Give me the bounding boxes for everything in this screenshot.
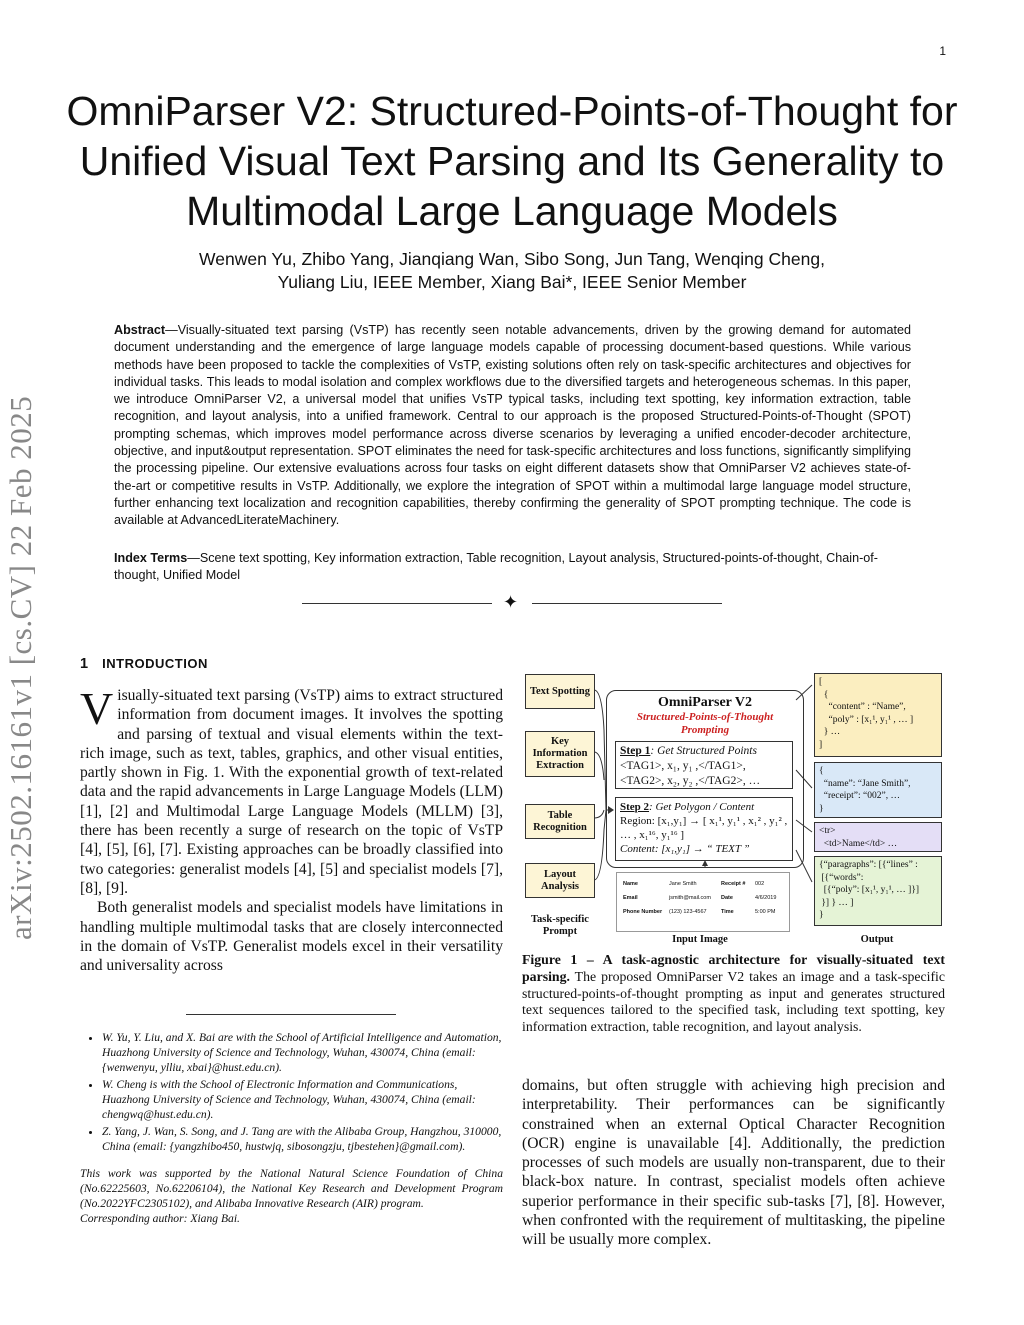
omniparser-model-box bbox=[606, 690, 804, 868]
input-image-thumbnail bbox=[616, 872, 790, 932]
input-cell: Receipt # bbox=[721, 881, 746, 887]
model-title: OmniParser V2 bbox=[658, 695, 752, 710]
step-2-content: Content: [x₁,y₁] → “ TEXT ” bbox=[620, 843, 750, 855]
prompt-text-spotting: Text Spotting bbox=[525, 674, 595, 709]
abstract-text: —Visually-situated text parsing (VsTP) has recently seen notable advancements, driven by the growing demand for automated document understanding and the emergence of large language models capable of processing document-based questions. While various methods have been proposed to tackle the complexities of VsTP, existing solutions often rely on task-specific architectures and objectives for individual tasks. This leads to modal isolation and complex workflows due to the diversified targets and heterogeneous schemas. In this paper, we introduce OmniParser V2, a universal model that unifies VsTP typical tasks, including text spotting, key information extraction, table recognition, and layout analysis, into a unified framework. Central to our approach is the proposed Structured-Points-of-Thought (SPOT) prompting schemas, which improves model performance across diverse scenarios by leveraging a unified encoder-decoder architecture, objective, and input&output representation. SPOT eliminates the need for task-specific architectures and loss functions, significantly simplifying the processing pipeline. Our extensive evaluations across four tasks on eight different datasets show that OmniParser V2 achieves state-of-the-art or competitive results in VsTP. Additionally, we explore the integration of SPOT within a multimodal large language model structure, further enhancing text localization and recognition capabilities, thereby confirming the generality of SPOT prompting technique. The code is available at AdvancedLiterateMachinery. bbox=[114, 323, 911, 528]
diamond-star-icon: ✦ bbox=[503, 592, 519, 612]
drop-cap: V bbox=[80, 683, 114, 734]
caption-label: Figure 1 – A task-agnostic architecture for visually-situated text parsing. bbox=[522, 952, 945, 984]
input-image-label: Input Image bbox=[672, 934, 728, 945]
input-cell: (123) 123-4567 bbox=[669, 909, 707, 915]
step-2-region: Region: [x₁,y₁] → [ x₁¹, y₁¹ , x₁² , y₁² , … , x₁¹⁶, y₁¹⁶ ] bbox=[620, 815, 788, 841]
index-terms-label: Index Terms bbox=[114, 551, 188, 565]
index-terms-text: —Scene text spotting, Key information extraction, Table recognition, Layout analysis, Structured-points-of-thought, Chain-of-thought, Unified Model bbox=[114, 551, 878, 583]
intro-left-column bbox=[80, 683, 503, 975]
section-number: 1 bbox=[80, 656, 89, 672]
input-cell: 5:00 PM bbox=[755, 909, 776, 915]
footnote-affiliation-3: • Z. Yang, J. Wan, S. Song, and J. Tang are with the Alibaba Group, Hangzhou, 310000, China (email: {yangzhibo450, hustwjq, sibosongzju, tjbestehen}@gmail.com). bbox=[102, 1124, 503, 1154]
authors-line-1: Wenwen Yu, Zhibo Yang, Jianqiang Wan, Sibo Song, Jun Tang, Wenqing Cheng, bbox=[199, 249, 825, 269]
abstract-label: Abstract bbox=[114, 323, 166, 337]
page-number: 1 bbox=[939, 44, 946, 58]
input-cell: Time bbox=[721, 909, 734, 915]
figure-caption bbox=[522, 952, 945, 1036]
input-cell: Name bbox=[623, 881, 638, 887]
output-label: Output bbox=[860, 934, 894, 945]
step-2-head: Step 2 bbox=[620, 801, 650, 813]
intro-paragraph-1-text: isually-situated text parsing (VsTP) aims to extract structured information from document images. It involves the spotting and parsing of textual and visual elements within the text-rich image, such as text, tables, graphics, and other visual entities, partly shown in Fig. 1. With the exponential growth of text-related data and the rapid advancements in Large Language Models (LLM) [1], [2] and Multimodal Large Language Models (MLLM) [3], there has been recently a surge of research on the topic of VsTP [4], [5], [6], [7]. Existing approaches can be broadly classified into two categories: generalist models [4], [5] and specialist models [7], [8], [9]. bbox=[80, 687, 503, 897]
index-terms bbox=[114, 550, 911, 585]
output-table: <tr> <td>Name</td> … bbox=[814, 822, 942, 852]
arxiv-identifier[interactable]: arXiv:2502.16161v1 [cs.CV] 22 Feb 2025 bbox=[3, 395, 38, 940]
input-cell: 4/6/2019 bbox=[755, 895, 777, 901]
input-cell: jsmith@mail.com bbox=[669, 895, 711, 901]
section-title: INTRODUCTION bbox=[102, 656, 208, 671]
section-divider bbox=[302, 594, 722, 614]
step-2-title: : Get Polygon / Content bbox=[649, 801, 755, 813]
input-cell: Phone Number bbox=[623, 909, 663, 915]
output-text-spotting: [ { “content” : “Name”, “poly” : [x₁¹, y₁¹ , … ] } … ] bbox=[814, 673, 942, 757]
step-1-title: : Get Structured Points bbox=[650, 745, 757, 757]
figure-1 bbox=[522, 670, 944, 950]
step-1-line-1: <TAG1>, x₁, y₁ ,</TAG1>, bbox=[620, 760, 746, 772]
prompt-key-information-extraction: Key Information Extraction bbox=[525, 731, 595, 777]
authors-line-2: Yuliang Liu, IEEE Member, Xiang Bai*, IEEE Senior Member bbox=[277, 272, 747, 292]
input-cell: 002 bbox=[755, 881, 765, 887]
prompt-table-recognition: Table Recognition bbox=[525, 804, 595, 839]
footnote-affiliation-2: • W. Cheng is with the School of Electronic Information and Communications, Huazhong University of Science and Technology, Wuhan, 430074, China (email: chengwq@hust.edu.cn). bbox=[102, 1077, 503, 1122]
abstract bbox=[114, 322, 911, 530]
corresponding-author: Corresponding author: Xiang Bai. bbox=[80, 1212, 240, 1225]
input-cell: Date bbox=[721, 895, 733, 901]
footnote-affiliation-1: • W. Yu, Y. Liu, and X. Bai are with the School of Artificial Intelligence and Automation, Huazhong University of Science and Technology, Wuhan, 430074, China (email: {wenwenyu, ylliu, xbai}@hust.edu.cn). bbox=[102, 1030, 503, 1075]
footnotes bbox=[80, 1030, 503, 1226]
step-1-line-2: <TAG2>, x₂, y₂ ,</TAG2>, … bbox=[620, 775, 761, 787]
footnote-rule bbox=[186, 1014, 396, 1015]
model-subtitle: Structured-Points-of-Thought Prompting bbox=[636, 711, 774, 736]
step-1-head: Step 1 bbox=[620, 745, 651, 757]
step-1-box bbox=[615, 741, 793, 789]
caption-text: The proposed OmniParser V2 takes an image and a task-specific structured-points-of-thought prompting as input and generates structured text sequences tailored to the specified task, including text spotting, key information extraction, table recognition, and layout analysis. bbox=[522, 968, 945, 1035]
step-2-box bbox=[615, 797, 793, 861]
paper-title: OmniParser V2: Structured-Points-of-Thought for Unified Visual Text Parsing and Its Generality to Multimodal Large Language Models bbox=[66, 88, 958, 234]
input-cell: Email bbox=[623, 895, 638, 901]
author-list bbox=[80, 248, 944, 294]
output-layout: {“paragraphs”: [{“lines” : [{“words”: [{“poly”: [x₁¹, y₁¹, … ]}] }] } … ] } bbox=[814, 856, 942, 926]
prompt-layout-analysis: Layout Analysis bbox=[525, 863, 595, 898]
funding-note: This work was supported by the National Natural Science Foundation of China (No.62225603, No.62206104), the National Key Research and Development Program (No.2022YFC2305102), and Alibaba Innovative Research (AIR) program. bbox=[80, 1167, 503, 1210]
section-heading bbox=[80, 656, 208, 672]
intro-right-column: domains, but often struggle with achieving high precision and interpretability. Their performances can be significantly constrained when an external Optical Character Recognition (OCR) engine is unavailable [4]. Additionally, the prediction processes of such models are usually non-transparent, due to their black-box nature. In contrast, specialist models often achieve superior performance in their specific sub-tasks [7], [8]. However, when confronted with the requirement of multitasking, the pipeline will be usually more complex. bbox=[522, 1077, 945, 1249]
input-cell: Jane Smith bbox=[669, 881, 697, 887]
output-kie: { “name”: “Jane Smith”, “receipt”: “002”, … } bbox=[814, 762, 942, 818]
intro-paragraph-1 bbox=[80, 683, 503, 898]
prompts-caption: Task-specific Prompt bbox=[531, 914, 589, 937]
intro-paragraph-2: Both generalist models and specialist models have limitations in handling multiple multimodal tasks that are closely interconnected in the domain of VsTP. Generalist models excel in their versatility and universality across bbox=[80, 899, 503, 975]
